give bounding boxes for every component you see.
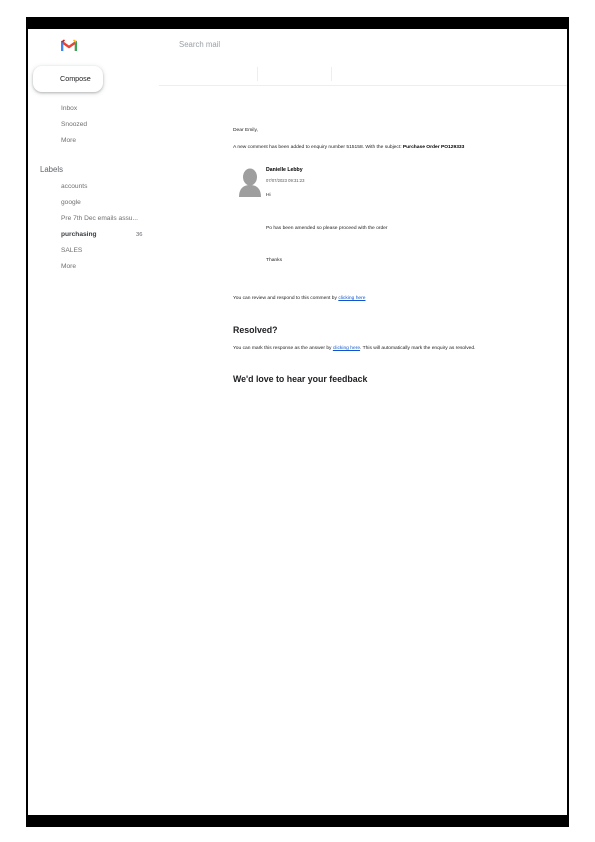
feedback-heading: We'd love to hear your feedback: [233, 374, 368, 384]
label-google[interactable]: google: [61, 199, 81, 206]
resolved-heading: Resolved?: [233, 325, 278, 335]
review-link[interactable]: clicking here: [338, 296, 366, 301]
sidebar-item-more[interactable]: More: [61, 137, 77, 144]
gmail-window: [28, 29, 567, 815]
email-greeting: Dear Emily,: [233, 128, 258, 133]
avatar-icon: [239, 167, 261, 197]
tab-divider: [257, 67, 258, 81]
sidebar-item-snoozed[interactable]: Snoozed: [61, 121, 88, 128]
labels-more[interactable]: More: [61, 263, 77, 270]
resolved-link[interactable]: clicking here: [332, 346, 361, 351]
resolved-line: [233, 346, 475, 351]
label-pre-7th-dec[interactable]: Pre 7th Dec emails assu...: [61, 215, 138, 222]
tabs-divider: [159, 85, 567, 86]
comment-line: Po has been amended so please proceed with the order: [266, 226, 388, 231]
comment-line: Thanks: [266, 258, 283, 263]
resolved-text: You can mark this response as the answer by: [233, 346, 333, 351]
comment-timestamp: 07/07/2023 09:31:23: [266, 178, 305, 183]
label-purchasing[interactable]: purchasing: [61, 231, 97, 238]
email-subject: Purchase Order PO129333: [402, 145, 465, 150]
labels-header: Labels: [40, 165, 63, 174]
email-intro: [233, 145, 464, 150]
comment-author: Danielle Lebby: [266, 167, 303, 173]
review-text: You can review and respond to this comment by: [233, 296, 339, 301]
compose-button[interactable]: Compose: [33, 66, 103, 92]
review-line: [233, 296, 366, 301]
comment-line: Hi: [266, 193, 271, 198]
label-accounts[interactable]: accounts: [61, 183, 88, 190]
label-purchasing-count: 36: [136, 232, 143, 238]
search-input[interactable]: Search mail: [179, 40, 221, 49]
email-intro-text: A new comment has been added to enquiry number 515158. With the subject:: [233, 145, 403, 150]
resolved-text-end: . This will automatically mark the enquiry as resolved.: [360, 346, 476, 351]
sidebar-item-inbox[interactable]: Inbox: [61, 105, 78, 112]
tab-divider: [331, 67, 332, 81]
label-sales[interactable]: SALES: [61, 247, 83, 254]
gmail-logo-icon[interactable]: [61, 39, 77, 52]
